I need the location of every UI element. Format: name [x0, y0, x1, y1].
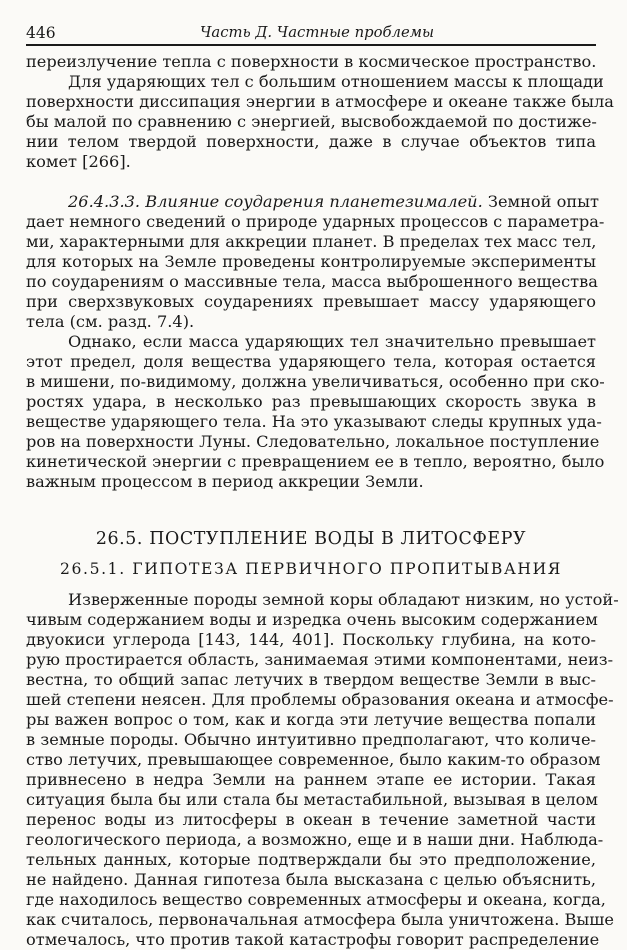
text-line: тельных данных, которые подтверждали бы это предположение,: [26, 850, 596, 869]
text-line: в мишени, по-видимому, должна увеличиваться, особенно при ско-: [26, 372, 605, 391]
text-line: ситуация была бы или стала бы метастабильной, вызывая в целом: [26, 790, 598, 809]
running-header: [26, 22, 596, 46]
book-page: [26, 22, 619, 950]
text-line: ство летучих, превышающее современное, было каким-то образом: [26, 750, 601, 769]
paragraph-mass-limit: [26, 332, 605, 492]
paragraph-planetesimal-collisions: [26, 192, 605, 332]
subsection-heading: 26.5.1. ГИПОТЕЗА ПЕРВИЧНОГО ПРОПИТЫВАНИЯ: [60, 560, 562, 578]
text-line: шей степени неясен. Для проблемы образования океана и атмосфе-: [26, 690, 614, 709]
running-title: Часть Д. Частные проблемы: [200, 24, 435, 41]
text-line: ростях удара, в несколько раз превышающих скорость звука в: [26, 392, 596, 411]
text-line: Для ударяющих тел с большим отношением массы к площади: [68, 72, 604, 91]
text-line: при сверхзвуковых соударениях превышает массу ударяющего: [26, 292, 596, 311]
text-line: комет [266].: [26, 152, 131, 171]
text-line: привнесено в недра Земли на раннем этапе ее истории. Такая: [26, 770, 596, 789]
text-line: веществе ударяющего тела. На это указывают следы крупных уда-: [26, 412, 602, 431]
text-line: геологического периода, а возможно, еще и в наши дни. Наблюда-: [26, 830, 604, 849]
paragraph-continuation: [26, 52, 596, 72]
text-line: нии телом твердой поверхности, даже в случае объектов типа: [26, 132, 596, 151]
text-line: как считалось, первоначальная атмосфера была уничтожена. Выше: [26, 910, 614, 929]
text-line: важным процессом в период аккреции Земли.: [26, 472, 424, 491]
text-line: перенос воды из литосферы в океан в течение заметной части: [26, 810, 596, 829]
body-text: [26, 52, 619, 950]
text-line: чивым содержанием воды и изредка очень высоким содержанием: [26, 610, 598, 629]
text-line: рую простирается область, занимаемая этими компонентами, неиз-: [26, 650, 614, 669]
text-line: этот предел, доля вещества ударяющего тела, которая остается: [26, 352, 596, 371]
text-line: переизлучение тепла с поверхности в космическое пространство.: [26, 52, 597, 71]
paragraph-primary-saturation: [26, 590, 619, 950]
text-line: дает немного сведений о природе ударных процессов с параметра-: [26, 212, 605, 231]
text-line: двуокиси углерода [143, 144, 401]. Поскольку глубина, на кото-: [26, 630, 596, 649]
text-line: ры важен вопрос о том, как и когда эти летучие вещества попали: [26, 710, 596, 729]
text-line: по соударениям о массивные тела, масса выброшенного вещества: [26, 272, 598, 291]
paragraph-impact-bodies: [26, 72, 614, 172]
text-line: бы малой по сравнению с энергией, высвобождаемой по достиже-: [26, 112, 597, 131]
text-line: ров на поверхности Луны. Следовательно, локальное поступление: [26, 432, 600, 451]
text-line: Изверженные породы земной коры обладают низким, но устой-: [68, 590, 619, 609]
page-number: 446: [26, 24, 56, 42]
text-line: [26, 192, 599, 212]
text-line: в земные породы. Обычно интуитивно предполагают, что количе-: [26, 730, 596, 749]
subsection-title: 26.4.3.3. Влияние соударения планетезималей.: [68, 192, 483, 211]
text-line: Однако, если масса ударяющих тел значительно превышает: [68, 332, 596, 351]
text-line: отмечалось, что против такой катастрофы говорит распределение: [26, 930, 600, 949]
text-line: тела (см. разд. 7.4).: [26, 312, 195, 331]
section-heading: 26.5. ПОСТУПЛЕНИЕ ВОДЫ В ЛИТОСФЕРУ: [95, 529, 527, 549]
text-line: поверхности диссипация энергии в атмосфере и океане также была: [26, 92, 614, 111]
text-line: не найдено. Данная гипотеза была высказана с целью объяснить,: [26, 870, 596, 889]
text-line: кинетической энергии с превращением ее в тепло, вероятно, было: [26, 452, 605, 471]
text-fragment: Земной опыт: [487, 192, 599, 211]
text-line: вестна, то общий запас летучих в твердом веществе Земли в выс-: [26, 670, 596, 689]
text-line: ми, характерными для аккреции планет. В пределах тех масс тел,: [26, 232, 597, 251]
text-line: для которых на Земле проведены контролируемые эксперименты: [26, 252, 596, 271]
text-line: где находилось вещество современных атмосферы и океана, когда,: [26, 890, 606, 909]
